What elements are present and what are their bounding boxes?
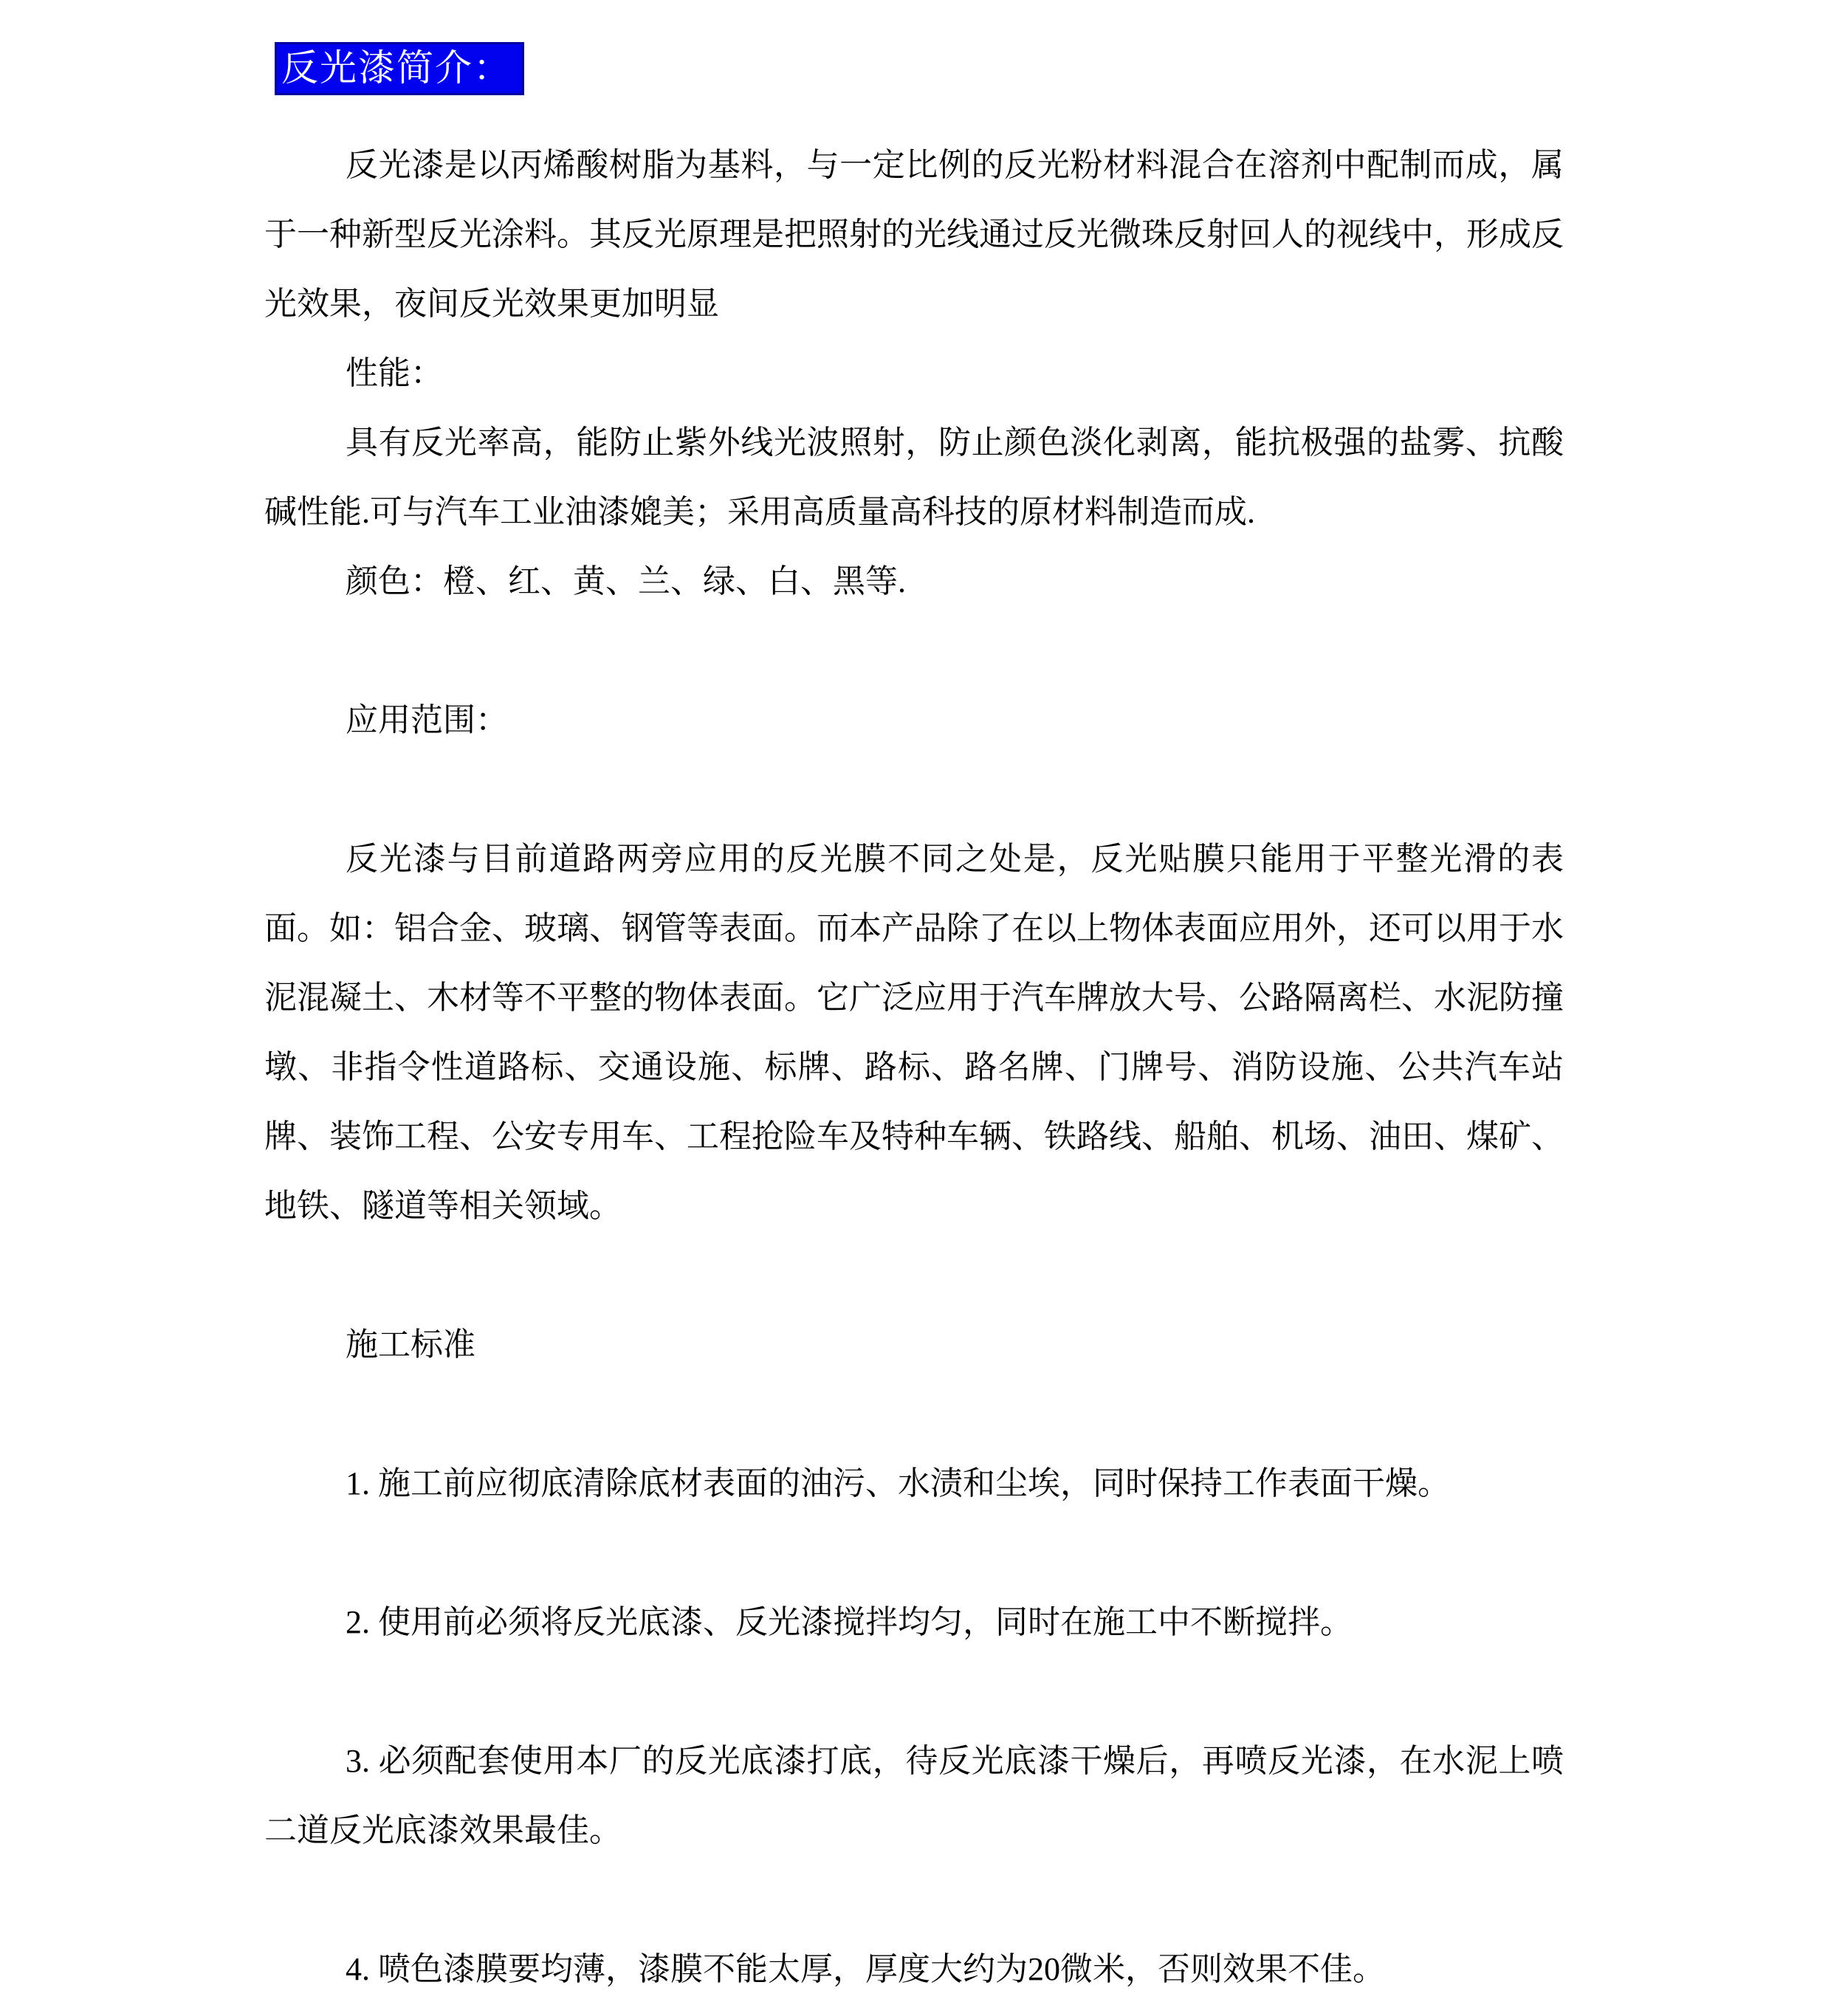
application-paragraph: 反光漆与目前道路两旁应用的反光膜不同之处是，反光贴膜只能用于平整光滑的表面。如：铝合金、玻璃、钢管等表面。而本产品除了在以上物体表面应用外，还可以用于水泥混凝土、木材等不平整的物体表面。它广泛应用于汽车牌放大号、公路隔离栏、水泥防撞墩、非指令性道路标、交通设施、标牌、路标、路名牌、门牌号、消防设施、公共汽车站牌、装饰工程、公安专用车、工程抢险车及特种车辆、铁路线、船舶、机场、油田、煤矿、地铁、隧道等相关领域。 [264,841,1564,1224]
document-title-row [275,42,1564,95]
application-heading: 应用范围： [346,702,508,738]
document-title: 反光漆简介： [275,42,524,95]
intro-paragraph: 反光漆是以丙烯酸树脂为基料，与一定比例的反光粉材料混合在溶剂中配制而成，属于一种新型反光涂料。其反光原理是把照射的光线通过反光微珠反射回人的视线中，形成反光效果，夜间反光效果更加明显 [264,147,1564,322]
construction-step-4: 4. 喷色漆膜要均薄，漆膜不能太厚，厚度大约为20微米，否则效果不佳。 [346,1951,1385,1987]
performance-paragraph: 具有反光率高，能防止紫外线光波照射，防止颜色淡化剥离，能抗极强的盐雾、抗酸碱性能.可与汽车工业油漆媲美；采用高质量高科技的原材料制造而成. [264,424,1564,530]
construction-step-1: 1. 施工前应彻底清除底材表面的油污、水渍和尘埃，同时保持工作表面干燥。 [346,1465,1450,1501]
performance-heading: 性能： [346,355,443,391]
colors-line: 颜色：橙、红、黄、兰、绿、白、黑等. [346,563,906,599]
construction-step-2: 2. 使用前必须将反光底漆、反光漆搅拌均匀，同时在施工中不断搅拌。 [346,1604,1353,1640]
construction-heading: 施工标准 [346,1327,475,1363]
construction-step-3: 3. 必须配套使用本厂的反光底漆打底，待反光底漆干燥后，再喷反光漆，在水泥上喷二道反光底漆效果最佳。 [264,1743,1564,1848]
